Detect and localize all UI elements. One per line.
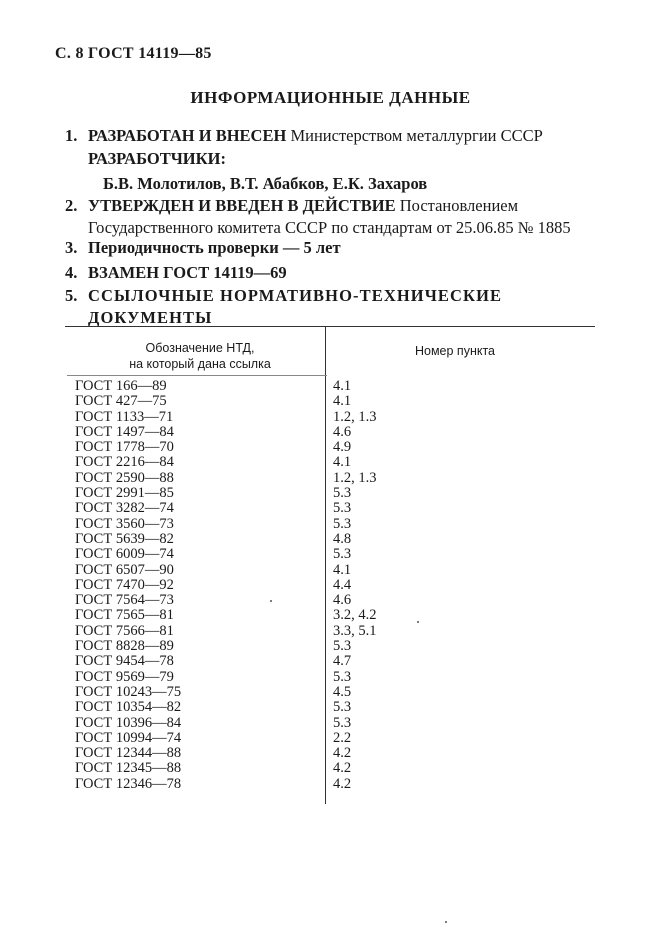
page-title: ИНФОРМАЦИОННЫЕ ДАННЫЕ	[190, 88, 471, 107]
table-column-divider	[325, 326, 326, 804]
gost-designation: ГОСТ 2216—84	[75, 454, 174, 471]
gost-designation: ГОСТ 7565—81	[75, 607, 174, 624]
gost-designation: ГОСТ 10354—82	[75, 699, 182, 716]
gost-designation: ГОСТ 2590—88	[75, 469, 174, 486]
clause-number: 5.3	[333, 714, 352, 731]
item-2-rest: Постановлением Государственного комитета СССР по стандартам от 25.06.85 № 1885	[88, 196, 571, 237]
item-1-number: 1.	[65, 126, 78, 145]
clause-number: 2.2	[333, 729, 352, 746]
gost-designation: ГОСТ 6507—90	[75, 561, 174, 578]
table-header-rule	[67, 375, 327, 376]
item-2-number: 2.	[65, 196, 78, 215]
clause-number: 5.3	[333, 546, 352, 563]
clause-number: 4.1	[333, 378, 352, 394]
gost-designation: ГОСТ 12346—78	[75, 775, 182, 792]
clause-number: 4.1	[333, 561, 352, 578]
clause-number: 5.3	[333, 668, 352, 685]
gost-designation: ГОСТ 10994—74	[75, 729, 182, 746]
clause-number: 4.2	[333, 745, 352, 762]
item-5-text: ССЫЛОЧНЫЕ НОРМАТИВНО-ТЕХНИЧЕСКИЕ ДОКУМЕНТЫ	[88, 286, 503, 327]
clause-number: 5.3	[333, 699, 352, 716]
gost-designation: ГОСТ 9454—78	[75, 653, 174, 670]
table-header-designation-line1: Обозначение НТД,	[145, 341, 255, 355]
clause-number: 5.3	[333, 638, 352, 655]
item-4-number: 4.	[65, 263, 78, 282]
item-2-lead: УТВЕРЖДЕН И ВВЕДЕН В ДЕЙСТВИЕ	[88, 196, 396, 215]
clause-number: 1.2, 1.3	[333, 469, 377, 486]
gost-designation: ГОСТ 3282—74	[75, 500, 174, 517]
gost-designation: ГОСТ 7470—92	[75, 576, 174, 593]
gost-designation: ГОСТ 9569—79	[75, 668, 174, 685]
item-1-rest: Министерством металлургии СССР	[290, 126, 543, 145]
gost-designation: ГОСТ 8828—89	[75, 638, 174, 655]
gost-designation: ГОСТ 12345—88	[75, 760, 182, 777]
clause-number: 4.2	[333, 760, 352, 777]
page-header: С. 8 ГОСТ 14119—85	[55, 45, 212, 62]
clause-number: 4.4	[333, 576, 352, 593]
clause-number: 4.8	[333, 530, 352, 547]
scan-speck	[445, 921, 447, 923]
gost-designation: ГОСТ 12344—88	[75, 745, 182, 762]
clause-number: 4.6	[333, 423, 352, 440]
scan-speck	[417, 621, 419, 623]
gost-designation: ГОСТ 1133—71	[75, 408, 174, 425]
gost-designation: ГОСТ 166—89	[75, 378, 167, 394]
clause-number: 4.9	[333, 439, 352, 456]
clause-number: 4.2	[333, 775, 352, 792]
item-3-text: Периодичность проверки — 5 лет	[88, 238, 341, 257]
item-1-subheading: РАЗРАБОТЧИКИ:	[88, 149, 226, 168]
item-2-text	[88, 195, 588, 239]
table-header-designation	[80, 340, 320, 372]
gost-designation: ГОСТ 1497—84	[75, 423, 174, 440]
scan-speck	[270, 600, 272, 602]
gost-designation: ГОСТ 6009—74	[75, 546, 174, 563]
clause-number: 3.2, 4.2	[333, 607, 377, 624]
clause-number: 5.3	[333, 485, 352, 502]
item-1-text	[88, 125, 543, 147]
item-3-number: 3.	[65, 238, 78, 257]
clause-number: 5.3	[333, 500, 352, 517]
gost-designation: ГОСТ 7564—73	[75, 592, 174, 609]
table-header-designation-line2: на который дана ссылка	[129, 357, 271, 371]
clause-number: 4.7	[333, 653, 352, 670]
item-1-lead: РАЗРАБОТАН И ВНЕСЕН	[88, 126, 287, 145]
gost-designation: ГОСТ 427—75	[75, 393, 167, 410]
gost-designation: ГОСТ 3560—73	[75, 515, 174, 532]
table-header-point: Номер пункта	[414, 344, 496, 358]
authors-list: Б.В. Молотилов, В.Т. Абабков, Е.К. Захаров	[103, 174, 428, 193]
gost-designation: ГОСТ 10396—84	[75, 714, 182, 731]
clause-number: 5.3	[333, 515, 352, 532]
clause-number: 4.5	[333, 683, 352, 700]
clause-number: 4.6	[333, 592, 352, 609]
item-4-text: ВЗАМЕН ГОСТ 14119—69	[88, 263, 287, 282]
clause-number: 3.3, 5.1	[333, 622, 377, 639]
gost-designation: ГОСТ 5639—82	[75, 530, 174, 547]
clause-number: 4.1	[333, 393, 352, 410]
clause-number: 1.2, 1.3	[333, 408, 377, 425]
gost-designation: ГОСТ 1778—70	[75, 439, 174, 456]
table-top-rule	[65, 326, 595, 327]
gost-designation: ГОСТ 2991—85	[75, 485, 174, 502]
gost-designation: ГОСТ 7566—81	[75, 622, 174, 639]
item-5-number: 5.	[65, 286, 78, 305]
clause-number: 4.1	[333, 454, 352, 471]
gost-designation: ГОСТ 10243—75	[75, 683, 182, 700]
